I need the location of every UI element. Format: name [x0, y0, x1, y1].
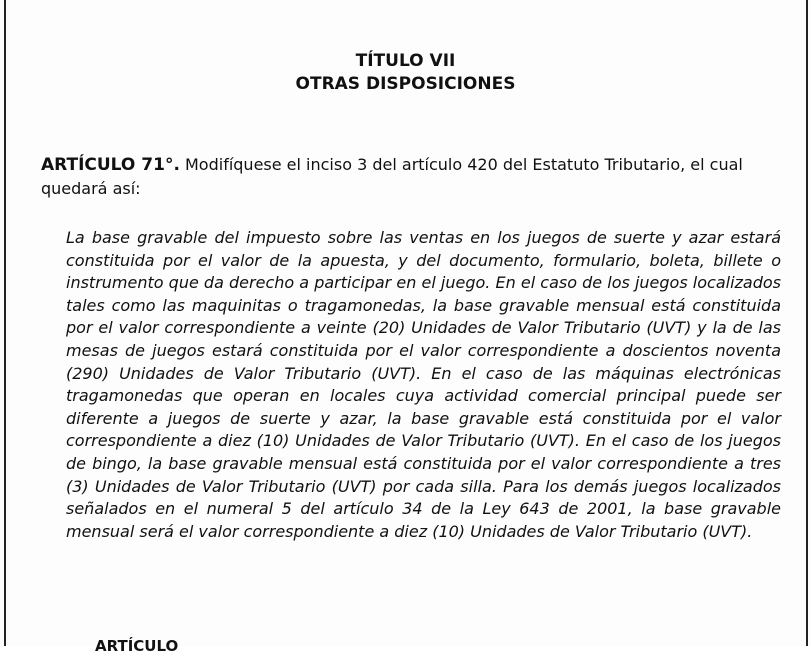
quoted-text: La base gravable del impuesto sobre las ventas en los juegos de suerte y azar estará constituida por el valor de la apuesta, y del documento, formulario, boleta, billete o instrumento que da derecho a participar en el juego. En el caso de los juegos localizados tales como las maquinitas o tragamonedas, la base gravable mensual está constituida por el valor correspondiente a veinte (20) Unidades de Valor Tributario (UVT) y la de las mesas de juegos estará constituida por el valor correspondiente a doscientos noventa (290) Unidades de Valor Tributario (UVT). En el caso de las máquinas electrónicas tragamonedas que operan en locales cuya actividad comercial principal puede ser diferente a juegos de suerte y azar, la base gravable está constituida por el valor correspondiente a diez (10) Unidades de Valor Tributario (UVT). En el caso de los juegos de bingo, la base gravable mensual está constituida por el valor correspondiente a tres (3) Unidades de Valor Tributario (UVT) por cada silla. Para los demás juegos localizados señalados en el numeral 5 del artículo 34 de la Ley 643 de 2001, la base gravable mensual será el valor correspondiente a diez (10) Unidades de Valor Tributario (UVT).: [66, 228, 781, 541]
article-label: ARTÍCULO 71°.: [41, 155, 180, 175]
title-heading: OTRAS DISPOSICIONES: [295, 74, 516, 94]
right-border-line: [806, 0, 808, 646]
left-border-line: [4, 0, 6, 646]
next-article-fragment: ARTÍCULO: [95, 637, 179, 655]
title-number: TÍTULO VII: [355, 51, 456, 71]
article-text: Modifíquese el inciso 3 del artículo 420 del Estatuto Tributario, el cual quedará así:: [41, 155, 743, 198]
article-paragraph: [41, 153, 781, 201]
section-title: [0, 50, 811, 96]
